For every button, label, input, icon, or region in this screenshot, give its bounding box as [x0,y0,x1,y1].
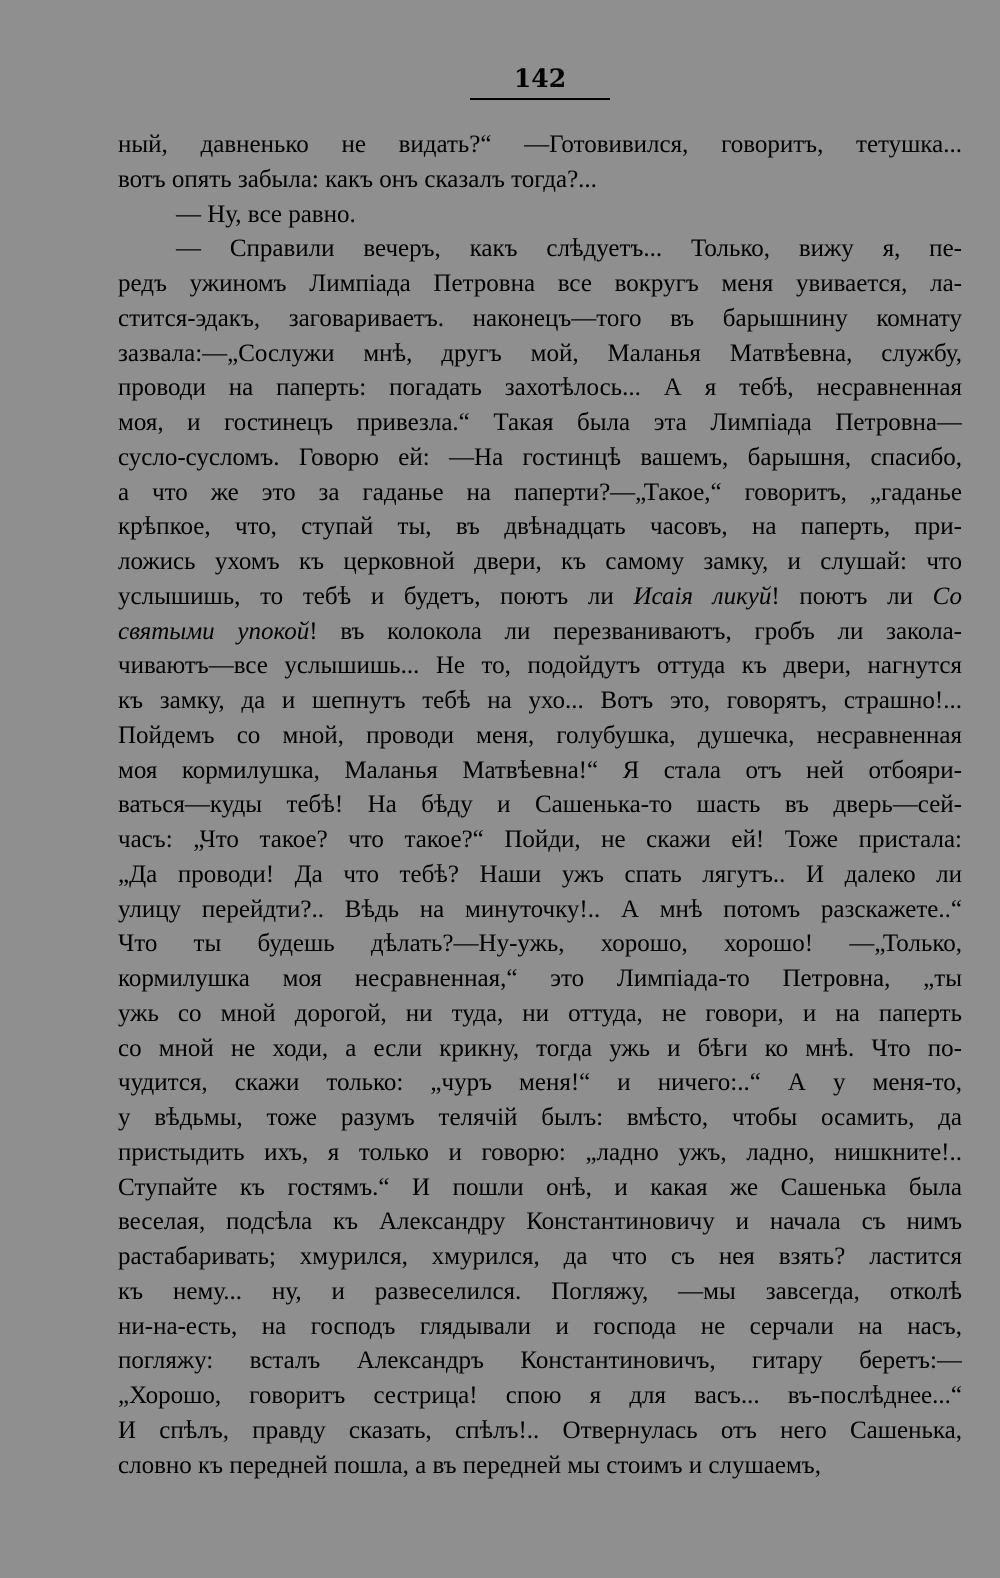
text-line: улицу перейдти?.. Вѣдь на минуточку!.. А мнѣ потомъ разскажете..“ [118,895,962,923]
text-line: пристыдить ихъ, я только и говорю: „ладно ужъ, ладно, нишкните!.. [118,1138,962,1166]
text-line: у вѣдьмы, тоже разумъ телячій былъ: вмѣсто, чтобы осамить, да [118,1104,962,1131]
page-number-rule [470,98,610,100]
text-line: чиваютъ—все услышишь... Не то, подойдутъ оттуда къ двери, нагнутся [118,652,962,680]
text-line: къ нему... ну, и развеселился. Погляжу, —мы завсегда, отколѣ [118,1277,962,1305]
text-line: крѣпкое, что, ступай ты, въ двѣнадцать часовъ, на паперть, при- [118,513,962,541]
text-line: веселая, подсѣла къ Александру Константиновичу и начала съ нимъ [118,1208,962,1236]
text-line: услышишь, то тебѣ и будетъ, поютъ ли Исаія ликуй! поютъ ли Со [118,582,962,610]
text-line: проводи на паперть: погадать захотѣлось... А я тебѣ, несравненная [118,374,962,402]
text-line: Ступайте къ гостямъ.“ И пошли онѣ, и какая же Сашенька была [118,1173,962,1201]
text-line: вотъ опять забыла: какъ онъ сказалъ тогда?... [118,165,597,193]
text-line: зазвала:—„Сослужи мнѣ, другъ мой, Маланья Матвѣевна, службу, [118,339,962,367]
text-line: часъ: „Что такое? что такое?“ Пойди, не скажи ей! Тоже пристала: [118,826,962,853]
text-line: погляжу: всталъ Александръ Константиновичъ, гитару беретъ:— [118,1347,962,1375]
text-line: чудится, скажи только: „чуръ меня!“ и ничего:..“ А у меня-то, [118,1069,962,1097]
text-line: со мной не ходи, а если крикну, тогда ужь и бѣги ко мнѣ. Что по- [118,1034,962,1062]
text-line: ваться—куды тебѣ! На бѣду и Сашенька-то шасть въ дверь—сей- [118,791,962,819]
text-line: ложись ухомъ къ церковной двери, къ самому замку, и слушай: что [118,548,962,575]
text-line: — Справили вечеръ, какъ слѣдуетъ... Только, вижу я, пе- [176,235,962,263]
text-line: моя, и гостинецъ привезла.“ Такая была эта Лимпіада Петровна— [118,409,962,436]
text-line: редъ ужиномъ Лимпіада Петровна все вокругъ меня увивается, ла- [118,270,962,297]
text-line: Пойдемъ со мной, проводи меня, голубушка, душечка, несравненная [118,721,962,749]
text-line: Что ты будешь дѣлать?—Ну-ужь, хорошо, хорошо! —„Только, [118,930,962,958]
text-line: „Хорошо, говоритъ сестрица! спою я для васъ... въ-послѣднее...“ [118,1382,962,1409]
text-line: И спѣлъ, правду сказать, спѣлъ!.. Отвернулась отъ него Сашенька, [118,1416,962,1444]
text-line: ный, давненько не видать?“ —Готовивился, говоритъ, тетушка... [118,131,962,158]
text-line: къ замку, да и шепнутъ тебѣ на ухо... Вотъ это, говорятъ, страшно!... [118,687,962,714]
text-line: моя кормилушка, Маланья Матвѣевна!“ Я стала отъ ней отбояри- [118,756,962,784]
text-line: кормилушка моя несравненная,“ это Лимпіада-то Петровна, „ты [118,965,962,992]
text-line: растабаривать; хмурился, хмурился, да что съ нея взять? ластится [118,1243,962,1270]
text-line: святыми упокой! въ колокола ли перезваниваютъ, гробъ ли закола- [118,617,962,645]
page-number: 142 [513,64,567,93]
text-line: ни-на-есть, на господъ глядывали и господа не серчали на насъ, [118,1312,962,1340]
text-line: ужь со мной дорогой, ни туда, ни оттуда, не говори, и на паперть [118,999,962,1027]
text-line: а что же это за гаданье на паперти?—„Такое,“ говоритъ, „гаданье [118,478,962,506]
text-line: — Ну, все равно. [176,200,356,228]
text-line: сусло-сусломъ. Говорю ей: —На гостинцѣ вашемъ, барышня, спасибо, [118,443,962,471]
text-line: „Да проводи! Да что тебѣ? Наши ужъ спать лягутъ.. И далеко ли [118,860,962,888]
text-line: словно къ передней пошла, а въ передней мы стоимъ и слушаемъ, [118,1451,821,1479]
body-text [118,128,962,1483]
page-header [470,64,610,100]
text-line: стится-эдакъ, заговариваетъ. наконецъ—того въ барышнину комнату [118,304,962,332]
